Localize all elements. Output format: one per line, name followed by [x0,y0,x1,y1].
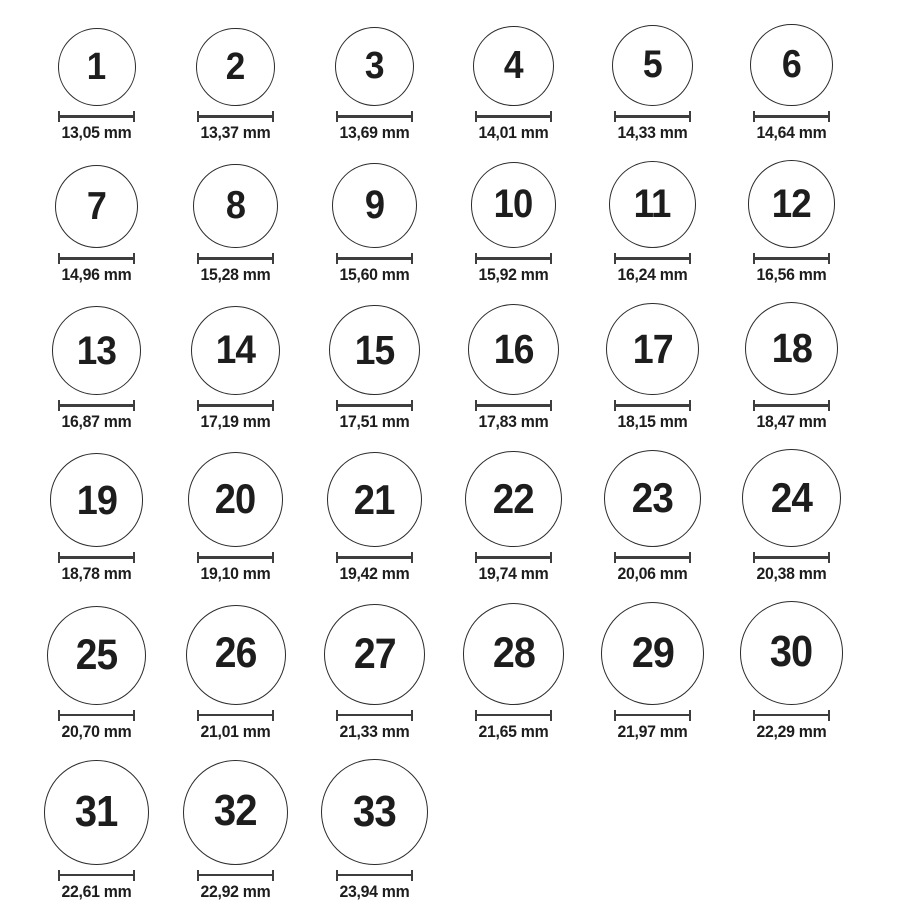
diameter-dimension-line [336,400,413,411]
diameter-dimension-line [614,552,691,563]
ring-size-item [324,604,425,742]
ring-size-item [748,160,836,285]
diameter-label: 19,74 mm [478,565,549,584]
diameter-dimension-line [197,253,274,264]
ring-size-item [471,162,557,285]
diameter-dimension-line [475,710,552,721]
size-grid [27,24,900,902]
ring-size-item [468,304,559,432]
diameter-dimension-line [475,400,552,411]
diameter-label: 20,70 mm [61,722,132,741]
diameter-dimension-line [475,253,552,264]
size-number: 7 [86,184,107,228]
diameter-dimension-line [753,400,830,411]
size-number: 8 [225,183,246,228]
ring-size-item [329,305,419,432]
diameter-dimension-line [197,400,274,411]
size-circle [473,26,554,107]
size-circle [468,304,559,395]
diameter-label: 18,47 mm [756,413,827,432]
diameter-dimension-line [58,710,135,721]
diameter-label: 13,69 mm [339,124,410,143]
size-number: 32 [214,787,257,836]
size-circle [44,760,148,864]
size-number: 11 [634,181,671,226]
size-number: 23 [631,474,674,522]
ring-size-item [740,601,844,741]
ring-size-item [193,164,277,285]
diameter-label: 21,97 mm [617,722,688,741]
diameter-label: 19,42 mm [339,565,410,584]
size-number: 2 [226,44,245,88]
ring-size-item [473,26,554,144]
diameter-label: 14,96 mm [61,266,132,285]
diameter-dimension-line [336,253,413,264]
size-circle [47,606,146,705]
diameter-dimension-line [753,111,830,122]
diameter-label: 16,24 mm [617,266,688,285]
size-circle [50,453,144,547]
ring-size-item [44,760,148,901]
size-circle [463,603,565,705]
diameter-label: 14,33 mm [617,124,688,143]
diameter-dimension-line [753,710,830,721]
diameter-dimension-line [614,111,691,122]
ring-size-item [463,603,565,742]
size-number: 26 [214,630,257,678]
diameter-dimension-line [336,870,413,881]
ring-size-item [332,163,417,285]
size-circle [52,306,141,395]
size-circle [55,165,138,248]
diameter-label: 15,92 mm [478,266,549,285]
ring-size-item [52,306,141,432]
diameter-label: 23,94 mm [339,882,410,901]
diameter-label: 22,29 mm [756,722,827,741]
diameter-dimension-line [197,870,274,881]
size-circle [750,24,832,106]
diameter-dimension-line [58,111,135,122]
ring-size-item [58,28,136,143]
diameter-dimension-line [614,710,691,721]
ring-size-item [601,602,704,742]
ring-size-item [742,449,840,584]
diameter-label: 16,87 mm [61,413,132,432]
size-number: 29 [631,628,674,677]
diameter-dimension-line [753,253,830,264]
diameter-dimension-line [336,710,413,721]
ring-size-item [196,28,275,144]
diameter-label: 14,01 mm [478,124,549,143]
size-number: 3 [365,44,384,88]
diameter-dimension-line [336,552,413,563]
diameter-label: 18,15 mm [617,413,688,432]
diameter-label: 17,83 mm [478,413,549,432]
size-number: 12 [771,182,812,227]
size-circle [465,451,562,548]
size-circle [191,306,280,395]
size-circle [609,161,696,248]
diameter-dimension-line [197,111,274,122]
diameter-label: 19,10 mm [200,565,271,584]
diameter-dimension-line [197,552,274,563]
diameter-label: 16,56 mm [756,266,827,285]
diameter-label: 14,64 mm [756,124,827,143]
size-number: 10 [494,182,533,227]
diameter-dimension-line [753,552,830,563]
size-circle [183,760,288,865]
size-number: 28 [492,629,535,678]
ring-size-item [604,450,701,584]
diameter-label: 21,33 mm [339,722,410,741]
diameter-dimension-line [58,253,135,264]
diameter-label: 15,28 mm [200,266,271,285]
diameter-dimension-line [614,253,691,264]
diameter-label: 20,38 mm [756,565,827,584]
size-circle [332,163,417,248]
size-number: 6 [781,42,801,86]
size-number: 27 [353,629,396,678]
ring-size-item [327,452,423,585]
size-circle [196,28,275,107]
size-number: 14 [215,327,256,373]
size-circle [321,759,427,865]
size-circle [329,305,419,395]
size-number: 22 [493,475,534,523]
diameter-label: 20,06 mm [617,565,688,584]
diameter-label: 17,19 mm [200,413,271,432]
size-circle [471,162,557,248]
size-number: 5 [643,43,662,87]
diameter-label: 15,60 mm [339,266,410,285]
size-circle [606,303,698,395]
diameter-dimension-line [58,870,135,881]
ring-size-item [606,303,698,432]
size-circle [742,449,840,547]
size-number: 18 [771,324,812,371]
size-number: 4 [504,43,523,87]
diameter-label: 13,37 mm [200,124,271,143]
size-circle [58,28,136,106]
ring-size-item [745,302,838,432]
size-number: 30 [770,628,813,677]
diameter-dimension-line [475,552,552,563]
size-circle [601,602,704,705]
ring-size-item [335,27,415,144]
size-number: 13 [76,327,117,373]
diameter-label: 22,61 mm [61,882,132,901]
diameter-label: 17,51 mm [339,413,410,432]
ring-size-item [55,165,138,285]
diameter-dimension-line [58,400,135,411]
diameter-label: 22,92 mm [200,882,271,901]
diameter-dimension-line [58,552,135,563]
size-circle [327,452,423,548]
ring-size-item [465,451,562,584]
size-circle [612,25,694,107]
size-circle [186,605,286,705]
size-circle [745,302,838,395]
size-number: 20 [215,476,256,523]
size-circle [740,601,844,705]
ring-size-item [612,25,694,143]
diameter-dimension-line [197,710,274,721]
ring-size-item [609,161,696,285]
ring-size-item [321,759,427,902]
size-circle [188,452,283,547]
diameter-label: 21,01 mm [200,722,271,741]
size-number: 21 [354,475,395,523]
diameter-dimension-line [614,400,691,411]
size-circle [748,160,836,248]
ring-size-item [47,606,146,742]
size-number: 31 [75,787,118,836]
size-number: 33 [353,786,396,836]
diameter-label: 13,05 mm [61,124,132,143]
ring-size-item [183,760,288,902]
size-number: 24 [770,474,813,522]
size-circle [324,604,425,705]
size-number: 17 [632,325,673,372]
ring-size-item [750,24,832,143]
ring-size-item [186,605,286,742]
diameter-label: 21,65 mm [478,722,549,741]
size-number: 25 [75,630,118,678]
diameter-dimension-line [475,111,552,122]
size-number: 1 [87,46,106,89]
ring-size-item [188,452,283,584]
size-number: 19 [76,476,117,523]
diameter-dimension-line [336,111,413,122]
diameter-label: 18,78 mm [61,565,132,584]
size-circle [193,164,277,248]
size-number: 16 [493,326,534,373]
ring-size-item [50,453,144,584]
size-number: 9 [364,182,385,227]
size-number: 15 [354,326,395,373]
size-circle [335,27,415,107]
size-circle [604,450,701,547]
ring-size-item [191,306,280,432]
